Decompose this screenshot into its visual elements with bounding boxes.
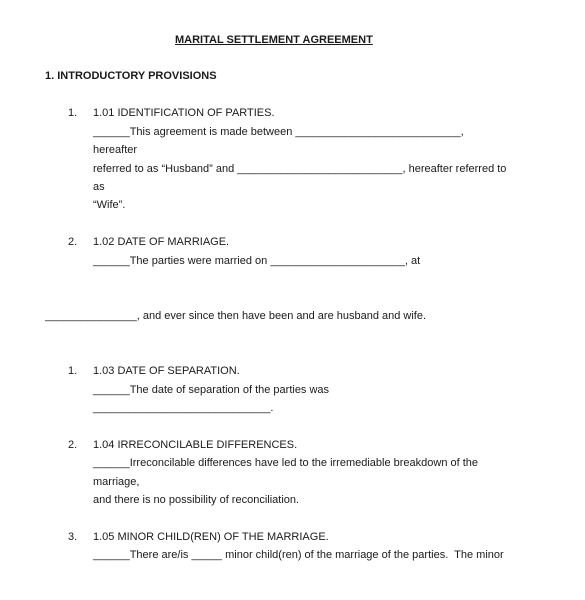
clause-text: ______Irreconcilable differences have led to the irremediable breakdown of the (93, 457, 479, 469)
list-number: 2. (68, 236, 78, 248)
clause-text: ______There are/is _____ minor child(ren) of the marriage of the parties. The minor (93, 549, 504, 561)
clause-heading-1-02: 1.02 DATE OF MARRIAGE. (93, 236, 230, 248)
clause-text: as (93, 181, 105, 193)
section-heading: 1. INTRODUCTORY PROVISIONS (45, 70, 217, 82)
clause-text: hereafter (93, 144, 138, 156)
clause-text: _______________, and ever since then have been and are husband and wife. (45, 310, 427, 322)
clause-text: marriage, (93, 476, 140, 488)
list-number: 1. (68, 107, 78, 119)
clause-heading-1-04: 1.04 IRRECONCILABLE DIFFERENCES. (93, 439, 298, 451)
clause-text: and there is no possibility of reconciliation. (93, 494, 300, 506)
clause-heading-1-01: 1.01 IDENTIFICATION OF PARTIES. (93, 107, 275, 119)
clause-heading-1-05: 1.05 MINOR CHILD(REN) OF THE MARRIAGE. (93, 531, 329, 543)
list-number: 2. (68, 439, 78, 451)
clause-text: “Wife”. (93, 199, 126, 211)
clause-heading-1-03: 1.03 DATE OF SEPARATION. (93, 365, 240, 377)
clause-text: referred to as “Husband” and ___________________________, hereafter referred to (93, 163, 507, 175)
list-number: 3. (68, 531, 78, 543)
list-number: 1. (68, 365, 78, 377)
clause-text: ______The parties were married on ______________________, at (93, 255, 421, 267)
clause-text: ______The date of separation of the parties was (93, 384, 330, 396)
clause-text: _____________________________. (93, 402, 274, 414)
clause-text: ______This agreement is made between ___________________________, (93, 126, 464, 138)
document-title: MARITAL SETTLEMENT AGREEMENT (175, 34, 373, 46)
